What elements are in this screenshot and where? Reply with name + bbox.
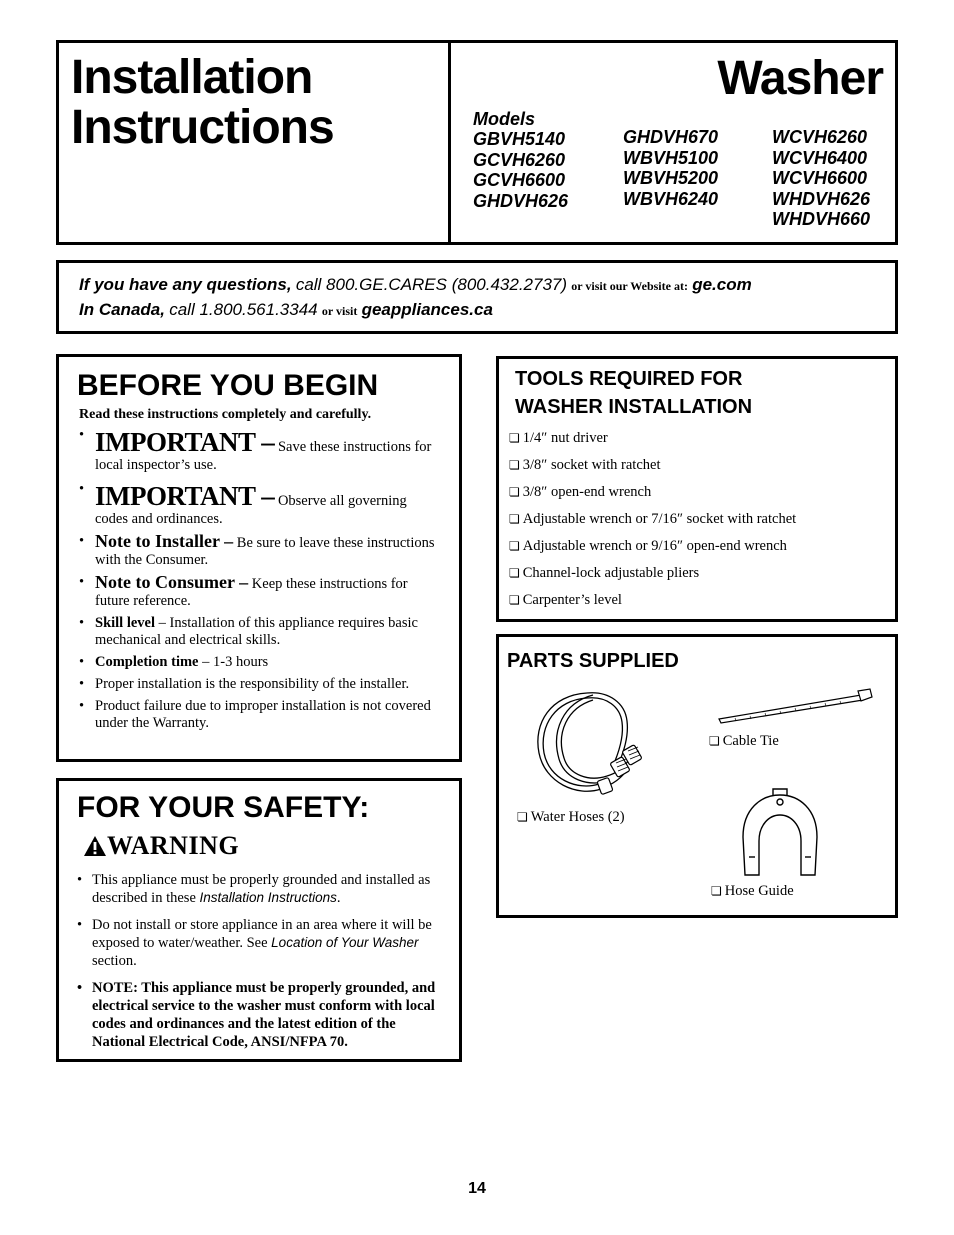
title-line-2: Instructions bbox=[71, 101, 334, 154]
model-number: WCVH6260 bbox=[772, 127, 868, 147]
contact-question-lead: If you have any questions, bbox=[79, 275, 292, 294]
contact-line-canada bbox=[79, 298, 875, 323]
safety-reference: Location of Your Washer bbox=[271, 935, 419, 950]
consumer-note-text: Keep these instructions for future reference. bbox=[95, 576, 408, 609]
tool-label: Carpenter’s level bbox=[522, 592, 622, 608]
tools-title-line-2: WASHER INSTALLATION bbox=[515, 396, 753, 418]
model-number: GCVH6600 bbox=[473, 170, 566, 190]
tool-item bbox=[509, 479, 895, 506]
installer-note-text: Be sure to leave these instructions with the Consumer. bbox=[95, 535, 435, 568]
model-number: GHDVH670 bbox=[623, 127, 719, 147]
contact-canada-lead: In Canada, bbox=[79, 300, 165, 319]
checkbox-icon: ❏ bbox=[711, 884, 722, 898]
page-number: 14 bbox=[468, 1180, 486, 1197]
cable-tie-illustration bbox=[715, 685, 875, 727]
hose-guide-illustration bbox=[735, 787, 825, 881]
models-column-1 bbox=[473, 129, 568, 211]
model-number: WCVH6400 bbox=[772, 147, 868, 168]
model-number: WBVH5100 bbox=[623, 147, 719, 168]
tool-item bbox=[509, 560, 895, 587]
cable-tie-part bbox=[709, 733, 779, 750]
website-link-canada[interactable]: geappliances.ca bbox=[361, 300, 493, 319]
contact-canada-or-text: or visit bbox=[321, 304, 358, 318]
contact-info-box bbox=[56, 260, 898, 334]
cable-tie-label: Cable Tie bbox=[722, 733, 779, 749]
tool-item bbox=[509, 425, 895, 452]
safety-text: This appliance must be properly grounded and installed as described in these bbox=[92, 872, 431, 906]
list-item bbox=[77, 615, 441, 649]
water-hoses-part bbox=[517, 809, 625, 826]
checkbox-icon: ❏ bbox=[517, 810, 528, 824]
tool-label: Channel-lock adjustable pliers bbox=[522, 565, 700, 581]
warranty-text: Product failure due to improper installation is not covered under the Warranty. bbox=[95, 698, 431, 731]
before-you-begin-list bbox=[77, 427, 441, 732]
completion-time-text: – 1-3 hours bbox=[202, 654, 269, 670]
model-number: WHDVH626 bbox=[772, 188, 871, 209]
contact-canada-phone: call 1.800.561.3344 bbox=[169, 300, 318, 319]
before-you-begin-subtitle: Read these instructions completely and carefully. bbox=[79, 407, 372, 422]
water-hoses-label: Water Hoses (2) bbox=[530, 809, 625, 825]
tool-label: 3/8″ open-end wrench bbox=[522, 484, 652, 500]
installer-note-heading: Note to Installer – bbox=[95, 531, 234, 551]
header-title-block bbox=[59, 43, 451, 242]
before-you-begin-box bbox=[56, 354, 462, 762]
list-item bbox=[77, 698, 441, 732]
tool-item bbox=[509, 533, 895, 560]
safety-text: Do not install or store appliance in an area where it will be exposed to water/weather. See bbox=[92, 917, 432, 951]
water-hoses-illustration bbox=[529, 685, 659, 803]
list-item bbox=[77, 916, 443, 970]
checkbox-icon: ❏ bbox=[509, 512, 520, 526]
contact-phone: call 800.GE.CARES (800.432.2737) bbox=[295, 275, 568, 294]
safety-reference: Installation Instructions bbox=[199, 890, 337, 905]
header-banner bbox=[56, 40, 898, 245]
checkbox-icon: ❏ bbox=[509, 431, 520, 445]
model-number: WBVH5200 bbox=[623, 168, 719, 188]
checkbox-icon: ❏ bbox=[509, 485, 520, 499]
tool-label: 3/8″ socket with ratchet bbox=[522, 457, 661, 473]
responsibility-text: Proper installation is the responsibility of the installer. bbox=[95, 676, 410, 692]
safety-list bbox=[77, 871, 443, 1051]
important-text: Save these instructions for local inspector’s use. bbox=[95, 439, 432, 473]
before-you-begin-title: BEFORE YOU BEGIN bbox=[77, 369, 379, 402]
important-text: Observe all governing codes and ordinances. bbox=[95, 493, 407, 527]
hose-guide-label: Hose Guide bbox=[724, 883, 794, 899]
list-item bbox=[77, 654, 441, 671]
list-item bbox=[77, 871, 443, 907]
checkbox-icon: ❏ bbox=[709, 734, 720, 748]
important-heading: IMPORTANT – bbox=[95, 481, 275, 511]
model-number: GBVH5140 bbox=[473, 129, 566, 149]
tools-required-box bbox=[496, 356, 898, 622]
list-item bbox=[77, 979, 443, 1051]
website-link-ge[interactable]: ge.com bbox=[692, 275, 752, 294]
models-column-2 bbox=[623, 127, 718, 209]
model-number: GHDVH626 bbox=[473, 190, 569, 211]
contact-or-text: or visit our Website at: bbox=[571, 279, 688, 293]
safety-note: NOTE: This appliance must be properly grounded, and electrical service to the washer must conform with local codes and ordinances and the latest edition of the National Electrical Code, ANSI/NFPA 70. bbox=[92, 980, 436, 1050]
model-number: WBVH6240 bbox=[623, 188, 719, 209]
header-product-block bbox=[451, 43, 895, 242]
skill-level-heading: Skill level bbox=[95, 615, 156, 631]
safety-text-end: section. bbox=[92, 953, 137, 969]
safety-text-end: . bbox=[336, 890, 341, 906]
parts-supplied-box bbox=[496, 634, 898, 918]
safety-title: FOR YOUR SAFETY: bbox=[77, 791, 370, 824]
safety-box bbox=[56, 778, 462, 1062]
list-item bbox=[77, 427, 441, 474]
models-label: Models bbox=[473, 109, 536, 129]
model-number: GCVH6260 bbox=[473, 149, 566, 170]
tool-item bbox=[509, 452, 895, 479]
models-column-3 bbox=[772, 127, 870, 230]
important-heading: IMPORTANT – bbox=[95, 427, 275, 457]
checkbox-icon: ❏ bbox=[509, 539, 520, 553]
title-line-1: Installation bbox=[71, 51, 313, 104]
warning-label: WARNING bbox=[107, 831, 240, 860]
completion-time-heading: Completion time bbox=[95, 654, 199, 670]
contact-line-us bbox=[79, 273, 875, 298]
consumer-note-heading: Note to Consumer – bbox=[95, 572, 249, 592]
tool-label: 1/4″ nut driver bbox=[522, 430, 608, 446]
hose-guide-part bbox=[711, 883, 794, 900]
tool-item bbox=[509, 506, 895, 533]
checkbox-icon: ❏ bbox=[509, 593, 520, 607]
tool-label: Adjustable wrench or 9/16″ open-end wrench bbox=[522, 538, 787, 554]
list-item bbox=[77, 676, 441, 693]
tool-label: Adjustable wrench or 7/16″ socket with ratchet bbox=[522, 511, 797, 527]
tools-title-line-1: TOOLS REQUIRED FOR bbox=[515, 368, 743, 390]
checkbox-icon: ❏ bbox=[509, 566, 520, 580]
parts-title: PARTS SUPPLIED bbox=[507, 650, 679, 672]
warning-triangle-icon bbox=[83, 835, 107, 857]
skill-level-text: – Installation of this appliance requires basic mechanical and electrical skills. bbox=[95, 615, 418, 648]
list-item bbox=[77, 481, 441, 528]
list-item bbox=[77, 574, 441, 610]
model-number: WCVH6600 bbox=[772, 168, 868, 188]
model-number: WHDVH660 bbox=[772, 209, 871, 229]
list-item bbox=[77, 533, 441, 569]
checkbox-icon: ❏ bbox=[509, 458, 520, 472]
product-title: Washer bbox=[717, 52, 883, 105]
tool-item bbox=[509, 587, 895, 614]
tools-list bbox=[509, 425, 895, 614]
warning-row bbox=[83, 831, 443, 861]
